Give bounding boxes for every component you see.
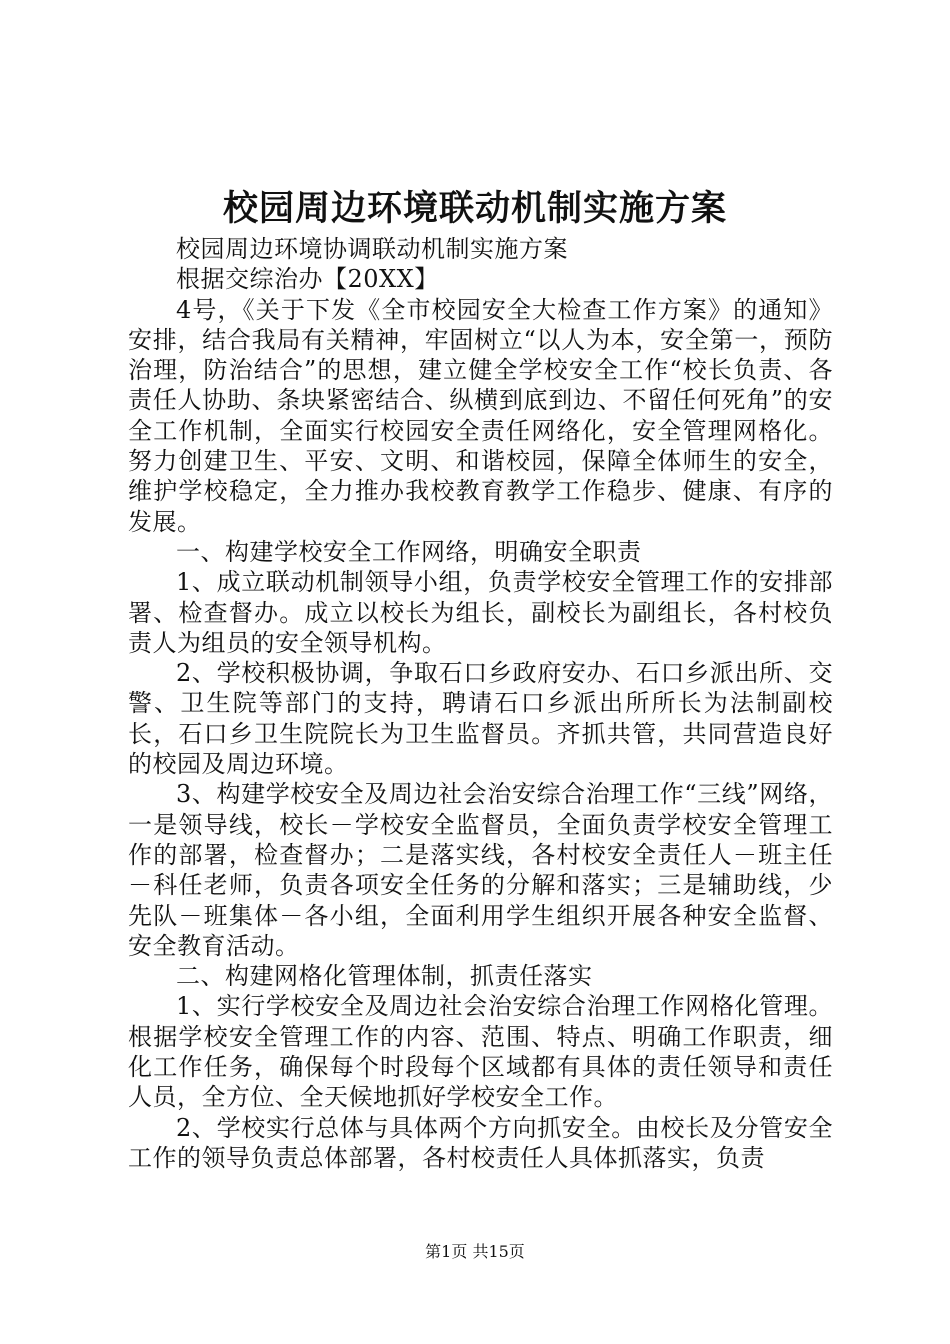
document-body — [128, 234, 833, 1173]
paragraph-subtitle: 校园周边环境协调联动机制实施方案 — [176, 235, 568, 263]
paragraph-1-2: 2、学校积极协调，争取石口乡政府安办、石口乡派出所、交警、卫生院等部门的支持，聘请石口乡派出所所长为法制副校长，石口乡卫生院院长为卫生监督员。齐抓共管，共同营造良好的校园及周边环境。 — [128, 659, 833, 779]
paragraph-2-1: 1、实行学校安全及周边社会治安综合治理工作网格化管理。根据学校安全管理工作的内容、范围、特点、明确工作职责，细化工作任务，确保每个时段每个区域都有具体的责任领导和责任人员，全方位、全天候地抓好学校安全工作。 — [128, 992, 833, 1112]
document-title: 校园周边环境联动机制实施方案 — [222, 188, 727, 229]
paragraph-1-3: 3、构建学校安全及周边社会治安综合治理工作“三线”网络，一是领导线，校长－学校安全监督员，全面负责学校安全管理工作的部署，检查督办；二是落实线，各村校安全责任人－班主任－科任老师，负责各项安全任务的分解和落实；三是辅助线，少先队－班集体－各小组，全面利用学生组织开展各种安全监督、安全教育活动。 — [128, 780, 833, 960]
page-number: 第1页 共15页 — [425, 1242, 525, 1261]
paragraph-basis: 根据交综治办【20XX】 — [176, 265, 439, 294]
paragraph-2-2: 2、学校实行总体与具体两个方向抓安全。由校长及分管安全工作的领导负责总体部署，各村校责任人具体抓落实，负责 — [128, 1113, 833, 1172]
section-heading-1: 一、构建学校安全工作网络，明确安全职责 — [176, 537, 642, 566]
paragraph-1-1: 1、成立联动机制领导小组，负责学校安全管理工作的安排部署、检查督办。成立以校长为组长，副校长为副组长，各村校负责人为组员的安全领导机构。 — [128, 568, 833, 657]
section-heading-2: 二、构建网格化管理体制，抓责任落实 — [176, 962, 593, 991]
paragraph-intro: 4号，《关于下发《全市校园安全大检查工作方案》的通知》安排，结合我局有关精神，牢固树立“以人为本，安全第一，预防治理，防治结合”的思想，建立健全学校安全工作“校长负责、各责任人协助、条块紧密结合、纵横到底到边、不留任何死角”的安全工作机制，全面实行校园安全责任网络化，安全管理网格化。努力创建卫生、平安、文明、和谐校园，保障全体师生的安全，维护学校稳定，全力推办我校教育教学工作稳步、健康、有序的发展。 — [128, 295, 833, 536]
